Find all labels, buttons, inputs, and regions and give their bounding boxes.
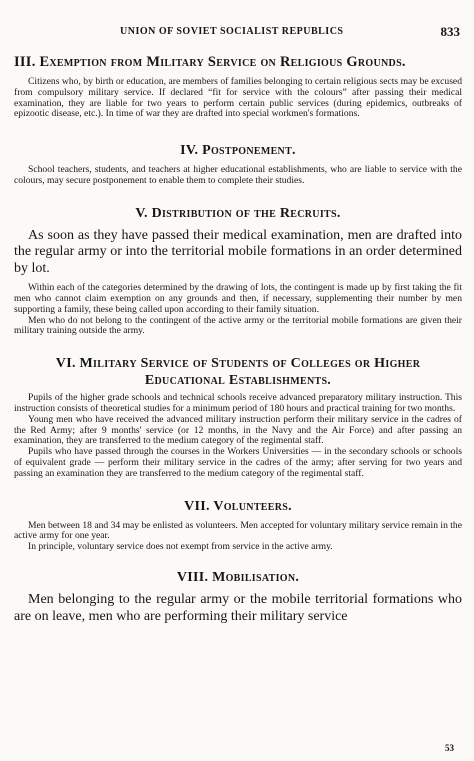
section-heading: IV. Postponement. — [180, 143, 296, 159]
section-mobilisation — [14, 569, 462, 625]
section-heading: VII. Volunteers. — [184, 498, 292, 514]
page-body — [14, 54, 462, 625]
paragraph: Men who do not belong to the contingent of the active army or the territorial mobile formations are given their military training outside the army. — [14, 314, 462, 337]
section-heading — [14, 355, 462, 389]
section-exemption — [14, 54, 462, 120]
section-text — [14, 521, 462, 553]
section-volunteers — [14, 498, 462, 553]
section-text — [14, 77, 462, 120]
page-number: 833 — [440, 24, 460, 39]
section-text — [14, 165, 462, 187]
section-lead — [14, 592, 462, 625]
section-students — [14, 355, 462, 479]
running-title: UNION OF SOVIET SOCIALIST REPUBLICS — [120, 26, 344, 37]
paragraph: In principle, voluntary service does not exempt from service in the active army. — [28, 541, 333, 553]
section-text — [14, 283, 462, 337]
heading-line-2: Educational Establishments. — [144, 373, 332, 389]
paragraph: Citizens who, by birth or education, are members of families belonging to certain religious sects may be excused from compulsory military service. If declared “fit for service with the colours” after passing their medical examination, they are liable for two years to perform certain public services (during epidemics, outbreaks of epizootic disease, etc.). In time of war they are drafted into special workmen's formations. — [14, 76, 462, 120]
section-distribution — [14, 205, 462, 337]
lead-paragraph: Men belonging to the regular army or the mobile territorial formations who are on leave, men who are performing their military service — [14, 592, 462, 624]
paragraph: Within each of the categories determined by the drawing of lots, the contingent is made up by first taking the fit men who cannot claim exemption on any grounds and then, if necessary, supplementing their number by men supporting a family, these being called upon according to their family situation. — [14, 282, 462, 315]
running-header — [0, 26, 474, 40]
paragraph: Men between 18 and 34 may be enlisted as volunteers. Men accepted for voluntary military service remain in the active army for one year. — [14, 519, 462, 542]
section-heading: VIII. Mobilisation. — [176, 570, 300, 586]
heading-line-1: VI. Military Service of Students of Colleges or Higher — [55, 356, 421, 372]
signature-mark: 53 — [445, 743, 454, 753]
section-postponement — [14, 142, 462, 187]
section-text — [14, 393, 462, 479]
section-heading: V. Distribution of the Recruits. — [135, 205, 341, 221]
section-heading: III. Exemption from Military Service on Religious Grounds. — [14, 54, 406, 70]
paragraph: Pupils who have passed through the courses in the Workers Universities — in the secondary schools or schools of equivalent grade — perform their military service in the cadres of the army; after serving for two years and passing an examination they are transferred to the medium category of the regimental staff. — [14, 446, 462, 479]
paragraph: School teachers, students, and teachers at higher educational establishments, who are liable to service with the colours, may secure postponement to enable them to complete their studies. — [14, 164, 462, 186]
paragraph: Young men who have received the advanced military instruction perform their military service in the cadres of the Red Army; after 9 months' service (or 12 months, in the Navy and the Air Force) and after passing an examination, they are transferred to the medium category of the regimental staff. — [14, 413, 462, 447]
section-lead — [14, 228, 462, 278]
lead-paragraph: As soon as they have passed their medical examination, men are drafted into the regular army or into the territorial mobile formations in an order determined by lot. — [14, 227, 462, 276]
paragraph: Pupils of the higher grade schools and technical schools receive advanced preparatory military instruction. This instruction consists of theoretical studies for a minimum period of 180 hours and practical training for two months. — [14, 392, 462, 415]
